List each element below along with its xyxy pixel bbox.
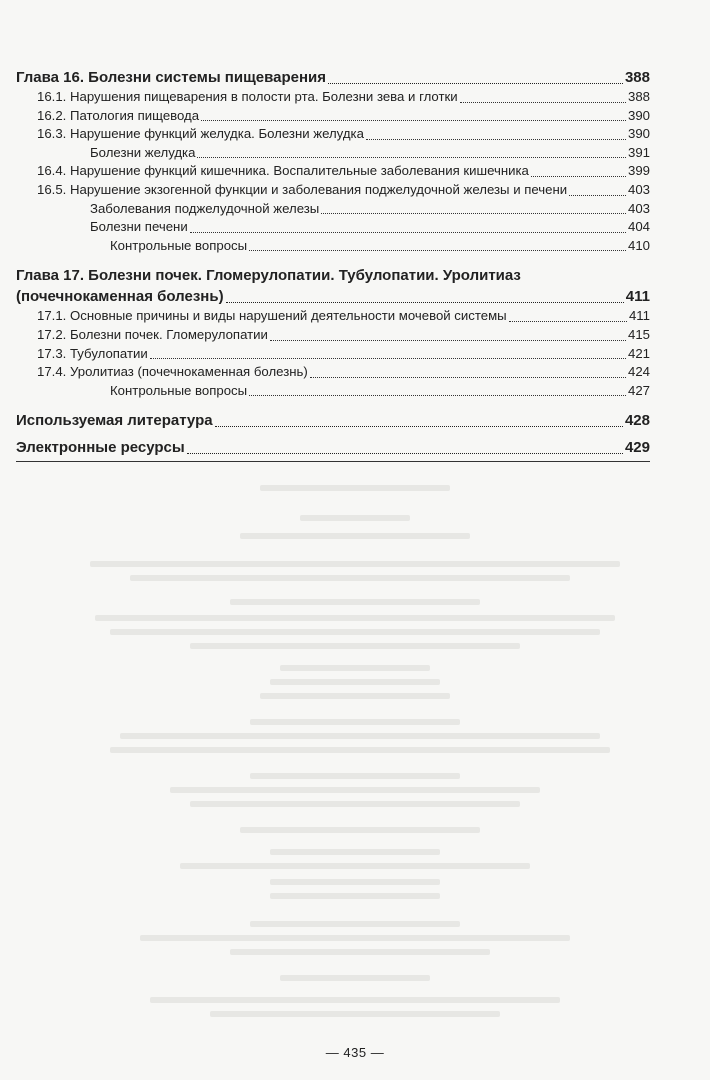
toc-entry-17-1 [16, 307, 650, 326]
toc-subentry-control-questions [16, 382, 650, 401]
table-of-contents [16, 67, 650, 458]
toc-page-number: 421 [627, 345, 650, 361]
dot-leader [460, 101, 626, 103]
toc-chapter-title: Глава 16. Болезни системы пищеварения [16, 69, 326, 86]
toc-page-number: 429 [624, 439, 650, 457]
dot-leader [190, 231, 626, 233]
toc-page-number: 399 [627, 163, 650, 179]
toc-subentry-pancreas [16, 200, 650, 219]
toc-entry-title: Болезни печени [90, 219, 188, 235]
toc-entry-16-3 [16, 125, 650, 144]
toc-page-number: 427 [627, 382, 650, 398]
bottom-rule [16, 461, 650, 462]
toc-entry-16-2 [16, 107, 650, 126]
dot-leader [310, 376, 626, 378]
toc-entry-16-5 [16, 181, 650, 200]
dot-leader [201, 119, 626, 121]
toc-entry-title: Заболевания поджелудочной железы [90, 200, 320, 216]
page-number: — 435 — [325, 1045, 385, 1060]
toc-page-number: 403 [627, 200, 650, 216]
toc-page-number: 411 [625, 288, 650, 306]
dot-leader [366, 138, 626, 140]
toc-chapter-title: (почечнокаменная болезнь) [16, 288, 224, 306]
toc-page-number: 391 [627, 144, 650, 160]
dot-leader [321, 212, 626, 214]
toc-chapter-17 [16, 286, 650, 307]
toc-literature [16, 410, 650, 431]
toc-page-number: 388 [624, 69, 650, 86]
toc-page-number: 403 [627, 181, 650, 197]
toc-entry-17-4 [16, 363, 650, 382]
toc-subentry-control-questions [16, 237, 650, 256]
toc-chapter-17-title-line1: Глава 17. Болезни почек. Гломерулопатии. Тубулопатии. Уролитиаз [16, 267, 521, 285]
toc-entry-title: 17.4. Уролитиаз (почечнокаменная болезнь) [37, 364, 308, 380]
toc-entry-17-3 [16, 345, 650, 364]
dot-leader [187, 452, 623, 454]
dot-leader [249, 249, 626, 251]
toc-entry-title: Контрольные вопросы [110, 382, 248, 398]
dot-leader [197, 156, 626, 158]
dot-leader [328, 82, 623, 84]
toc-subentry-stomach-diseases [16, 144, 650, 163]
toc-page-number: 410 [627, 237, 650, 253]
toc-entry-title: Болезни желудка [90, 144, 196, 160]
toc-entry-title: 16.3. Нарушение функций желудка. Болезни желудка [37, 126, 364, 142]
toc-page-number: 424 [627, 364, 650, 380]
toc-electronic-resources [16, 437, 650, 458]
toc-entry-16-1 [16, 88, 650, 107]
toc-entry-title: 17.1. Основные причины и виды нарушений деятельности мочевой системы [37, 308, 507, 324]
toc-entry-title: 16.1. Нарушения пищеварения в полости рта. Болезни зева и глотки [37, 89, 458, 104]
toc-chapter-title: Электронные ресурсы [16, 439, 185, 457]
dot-leader [215, 425, 623, 427]
toc-subentry-liver [16, 218, 650, 237]
toc-entry-title: 17.3. Тубулопатии [37, 345, 148, 361]
toc-page-number: 390 [627, 126, 650, 142]
dot-leader [150, 357, 626, 359]
toc-entry-17-2 [16, 326, 650, 345]
toc-chapter-16 [16, 67, 650, 88]
toc-entry-title: 16.5. Нарушение экзогенной функции и заболевания поджелудочной железы и печени [37, 181, 568, 197]
show-through-background [0, 475, 710, 1035]
toc-page-number: 388 [627, 89, 650, 104]
dot-leader [270, 339, 626, 341]
toc-entry-title: 16.4. Нарушение функций кишечника. Воспалительные заболевания кишечника [37, 163, 529, 179]
toc-chapter-title: Используемая литература [16, 412, 213, 430]
dot-leader [226, 301, 624, 303]
toc-page-number: 404 [627, 219, 650, 235]
toc-entry-title: 17.2. Болезни почек. Гломерулопатии [37, 326, 268, 342]
toc-page-number: 428 [624, 412, 650, 430]
toc-page-number: 390 [627, 107, 650, 123]
dot-leader [569, 194, 626, 196]
dot-leader [249, 394, 626, 396]
toc-entry-16-4 [16, 162, 650, 181]
toc-entry-title: Контрольные вопросы [110, 237, 248, 253]
toc-entry-title: 16.2. Патология пищевода [37, 107, 200, 123]
toc-page-number: 411 [628, 308, 650, 324]
dot-leader [531, 175, 626, 177]
dot-leader [509, 320, 627, 322]
toc-page-number: 415 [627, 326, 650, 342]
